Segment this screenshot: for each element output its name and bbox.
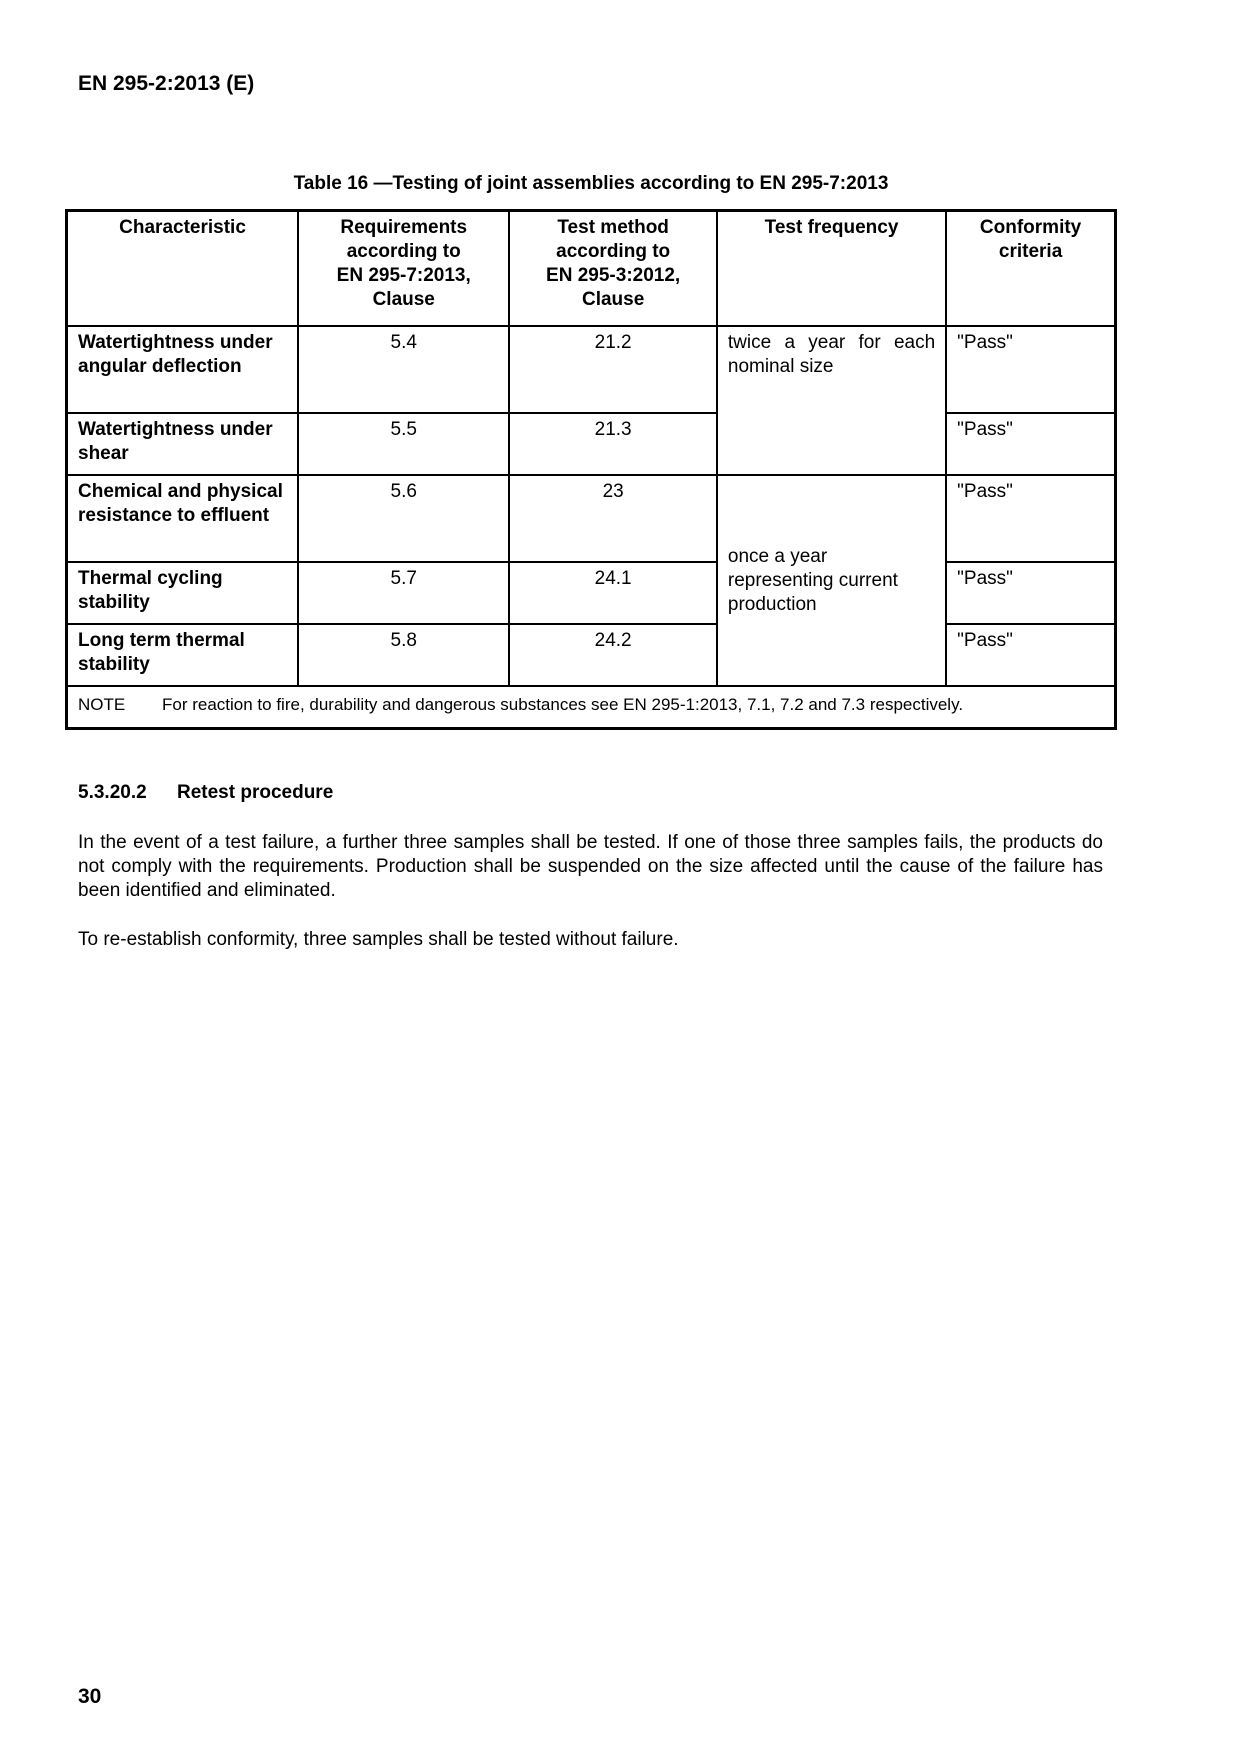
cell-method: 23	[509, 475, 716, 562]
table-row	[67, 624, 1116, 686]
section-title: Retest procedure	[177, 782, 334, 803]
table-header-row	[67, 211, 1116, 327]
header-requirements: Requirements according to EN 295-7:2013, Clause	[298, 211, 509, 327]
header-characteristic: Characteristic	[67, 211, 299, 327]
cell-characteristic: Chemical and physical resistance to effluent	[67, 475, 299, 562]
header-test-frequency: Test frequency	[717, 211, 946, 327]
table-row	[67, 413, 1116, 475]
section-number: 5.3.20.2	[78, 782, 147, 803]
table-row	[67, 562, 1116, 624]
paragraph: To re-establish conformity, three samples shall be tested without failure.	[78, 929, 679, 950]
cell-requirement: 5.4	[298, 326, 509, 413]
cell-requirement: 5.5	[298, 413, 509, 475]
testing-table	[65, 209, 1117, 730]
note-text: For reaction to fire, durability and dangerous substances see EN 295-1:2013, 7.1, 7.2 and 7.3 respectively.	[162, 695, 964, 714]
cell-characteristic: Thermal cycling stability	[67, 562, 299, 624]
cell-method: 24.1	[509, 562, 716, 624]
document-id: EN 295-2:2013 (E)	[78, 72, 255, 95]
cell-conformity: "Pass"	[946, 475, 1115, 562]
header-conformity: Conformity criteria	[946, 211, 1115, 327]
cell-requirement: 5.8	[298, 624, 509, 686]
section-heading	[78, 782, 333, 804]
page-number: 30	[78, 1685, 102, 1708]
table-row	[67, 326, 1116, 413]
table-note-row	[67, 686, 1116, 729]
header-test-method: Test method according to EN 295-3:2012, Clause	[509, 211, 716, 327]
cell-frequency: once a year representing current production	[717, 475, 946, 686]
cell-characteristic: Watertightness under shear	[67, 413, 299, 475]
cell-characteristic: Watertightness under angular deflection	[67, 326, 299, 413]
cell-requirement: 5.6	[298, 475, 509, 562]
cell-characteristic: Long term thermal stability	[67, 624, 299, 686]
table-note	[67, 686, 1116, 729]
cell-conformity: "Pass"	[946, 413, 1115, 475]
table-caption: Table 16 —Testing of joint assemblies according to EN 295-7:2013	[293, 173, 889, 194]
cell-conformity: "Pass"	[946, 624, 1115, 686]
cell-conformity: "Pass"	[946, 562, 1115, 624]
cell-requirement: 5.7	[298, 562, 509, 624]
note-label: NOTE	[78, 695, 126, 714]
cell-conformity: "Pass"	[946, 326, 1115, 413]
cell-method: 24.2	[509, 624, 716, 686]
table-row	[67, 475, 1116, 562]
paragraph: In the event of a test failure, a further three samples shall be tested. If one of those three samples fails, the products do not comply with the requirements. Production shall be suspended on the size affected until the cause of the failure has been identified and eliminated.	[78, 832, 1103, 901]
cell-method: 21.2	[509, 326, 716, 413]
cell-method: 21.3	[509, 413, 716, 475]
cell-frequency: twice a year for each nominal size	[717, 326, 946, 475]
